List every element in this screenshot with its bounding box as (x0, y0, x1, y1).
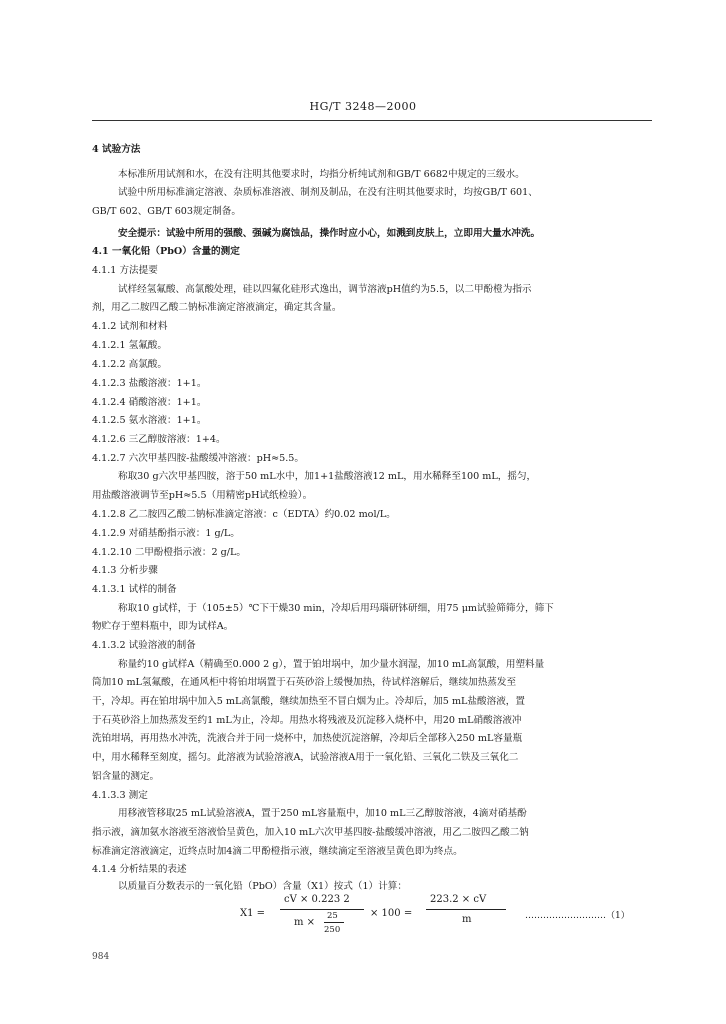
paragraph-line: 以质量百分数表示的一氧化铅（PbO）含量（X1）按式（1）计算： (118, 881, 407, 892)
paragraph-line: 洗铂坩埚，再用热水冲洗，洗液合并于同一烧杯中，加热使沉淀溶解，冷却后全部移入250 mL容量瓶 (92, 733, 523, 744)
formula-sub-denominator: 250 (324, 925, 341, 935)
equation-number: ………………………（1） (525, 911, 630, 921)
subsection-heading: 4.1 一氧化铅（PbO）含量的测定 (92, 246, 240, 257)
subsection-heading: 4.1.3.2 试验溶液的制备 (92, 640, 196, 651)
paragraph-line: 标准滴定溶液滴定，近终点时加4滴二甲酚橙指示液，继续滴定至溶液呈黄色即为终点。 (92, 846, 463, 857)
subsection-heading: 4.1.3.1 试样的制备 (92, 584, 177, 595)
paragraph-line: 筒加10 mL氢氟酸，在通风柜中将铂坩埚置于石英砂浴上缓慢加热，待试样溶解后，继续加热蒸发至 (92, 677, 517, 688)
list-item: 4.1.2.2 高氯酸。 (92, 359, 167, 370)
page-number: 984 (92, 952, 110, 962)
paragraph-line: 干，冷却。再在铂坩埚中加入5 mL高氯酸，继续加热至不冒白烟为止。冷却后，加5 mL盐酸溶液，置 (92, 696, 525, 707)
fraction-bar (280, 909, 364, 910)
paragraph-line: 试样经氢氟酸、高氯酸处理，硅以四氟化硅形式逸出，调节溶液pH值约为5.5，以二甲酚橙为指示 (118, 284, 532, 295)
paragraph-line: 剂，用乙二胺四乙酸二钠标准滴定溶液滴定，确定其含量。 (92, 302, 342, 313)
list-item: 4.1.2.4 硝酸溶液：1+1。 (92, 397, 207, 408)
list-item: 4.1.2.7 六次甲基四胺-盐酸缓冲溶液：pH≈5.5。 (92, 453, 304, 464)
paragraph-line: 本标准所用试剂和水，在没有注明其他要求时，均指分析纯试剂和GB/T 6682中规定的三级水。 (118, 169, 525, 180)
formula-numerator-2: 223.2 × cV (430, 894, 487, 905)
formula-denominator: m × (294, 917, 316, 928)
formula-denominator-2: m (462, 914, 472, 925)
list-item: 4.1.2.5 氨水溶液：1+1。 (92, 415, 207, 426)
paragraph-line: 物贮存于塑料瓶中，即为试样A。 (92, 621, 234, 632)
subsection-heading: 4.1.3 分析步骤 (92, 565, 158, 576)
page-header: HG/T 3248—2000 (309, 100, 417, 113)
header-rule (92, 120, 652, 121)
subsection-heading: 4.1.4 分析结果的表述 (92, 864, 187, 875)
paragraph-line: 中，用水稀释至刻度，摇匀。此溶液为试验溶液A，试验溶液A用于一氧化铅、三氧化二铁及三氧化二 (92, 752, 519, 763)
formula-lhs: X1 = (240, 908, 266, 919)
paragraph-line: 指示液，滴加氨水溶液至溶液恰呈黄色，加入10 mL六次甲基四胺-盐酸缓冲溶液，用乙二胺四乙酸二钠 (92, 827, 529, 838)
formula-numerator: cV × 0.223 2 (284, 894, 350, 905)
paragraph-line: 称量约10 g试样A（精确至0.000 2 g），置于铂坩埚中，加少量水润湿，加10 mL高氯酸，用塑料量 (118, 659, 545, 670)
paragraph-line: 用移液管移取25 mL试验溶液A，置于250 mL容量瓶中，加10 mL三乙醇胺溶液，4滴对硝基酚 (118, 808, 527, 819)
subsection-heading: 4.1.1 方法提要 (92, 265, 158, 276)
list-item: 4.1.2.10 二甲酚橙指示液：2 g/L。 (92, 547, 246, 558)
list-item: 4.1.2.1 氢氟酸。 (92, 340, 167, 351)
list-item: 4.1.2.3 盐酸溶液：1+1。 (92, 378, 207, 389)
paragraph-line: 称取30 g六次甲基四胺，溶于50 mL水中，加1+1盐酸溶液12 mL，用水稀释至100 mL，摇匀， (118, 471, 537, 482)
section-heading: 4 试验方法 (92, 144, 141, 155)
formula-sub-numerator: 25 (327, 911, 338, 921)
paragraph-line: GB/T 602、GB/T 603规定制备。 (92, 206, 241, 217)
fraction-bar (426, 909, 506, 910)
formula-times-100: × 100 = (370, 908, 413, 919)
list-item: 4.1.2.6 三乙醇胺溶液：1+4。 (92, 434, 226, 445)
fraction-bar (324, 922, 344, 923)
paragraph-line: 试验中所用标准滴定溶液、杂质标准溶液、制剂及制品，在没有注明其他要求时，均按GB/T 601、 (118, 187, 538, 198)
list-item: 4.1.2.8 乙二胺四乙酸二钠标准滴定溶液：c（EDTA）约0.02 mol/L。 (92, 509, 396, 520)
formula-1 (240, 892, 660, 940)
subsection-heading: 4.1.3.3 测定 (92, 790, 148, 801)
subsection-heading: 4.1.2 试剂和材料 (92, 321, 168, 332)
list-item: 4.1.2.9 对硝基酚指示液：1 g/L。 (92, 528, 240, 539)
paragraph-line: 铝含量的测定。 (92, 771, 160, 782)
paragraph-line: 称取10 g试样，于（105±5）℃下干燥30 min，冷却后用玛瑙研钵研细，用75 μm试验筛筛分，筛下 (118, 603, 554, 614)
paragraph-line: 于石英砂浴上加热蒸发至约1 mL为止，冷却。用热水将残液及沉淀移入烧杯中，用20 mL硝酸溶液冲 (92, 715, 522, 726)
paragraph-line: 用盐酸溶液调节至pH≈5.5（用精密pH试纸检验）。 (92, 490, 313, 501)
safety-note: 安全提示：试验中所用的强酸、强碱为腐蚀品，操作时应小心，如溅到皮肤上，立即用大量水冲洗。 (118, 228, 541, 239)
